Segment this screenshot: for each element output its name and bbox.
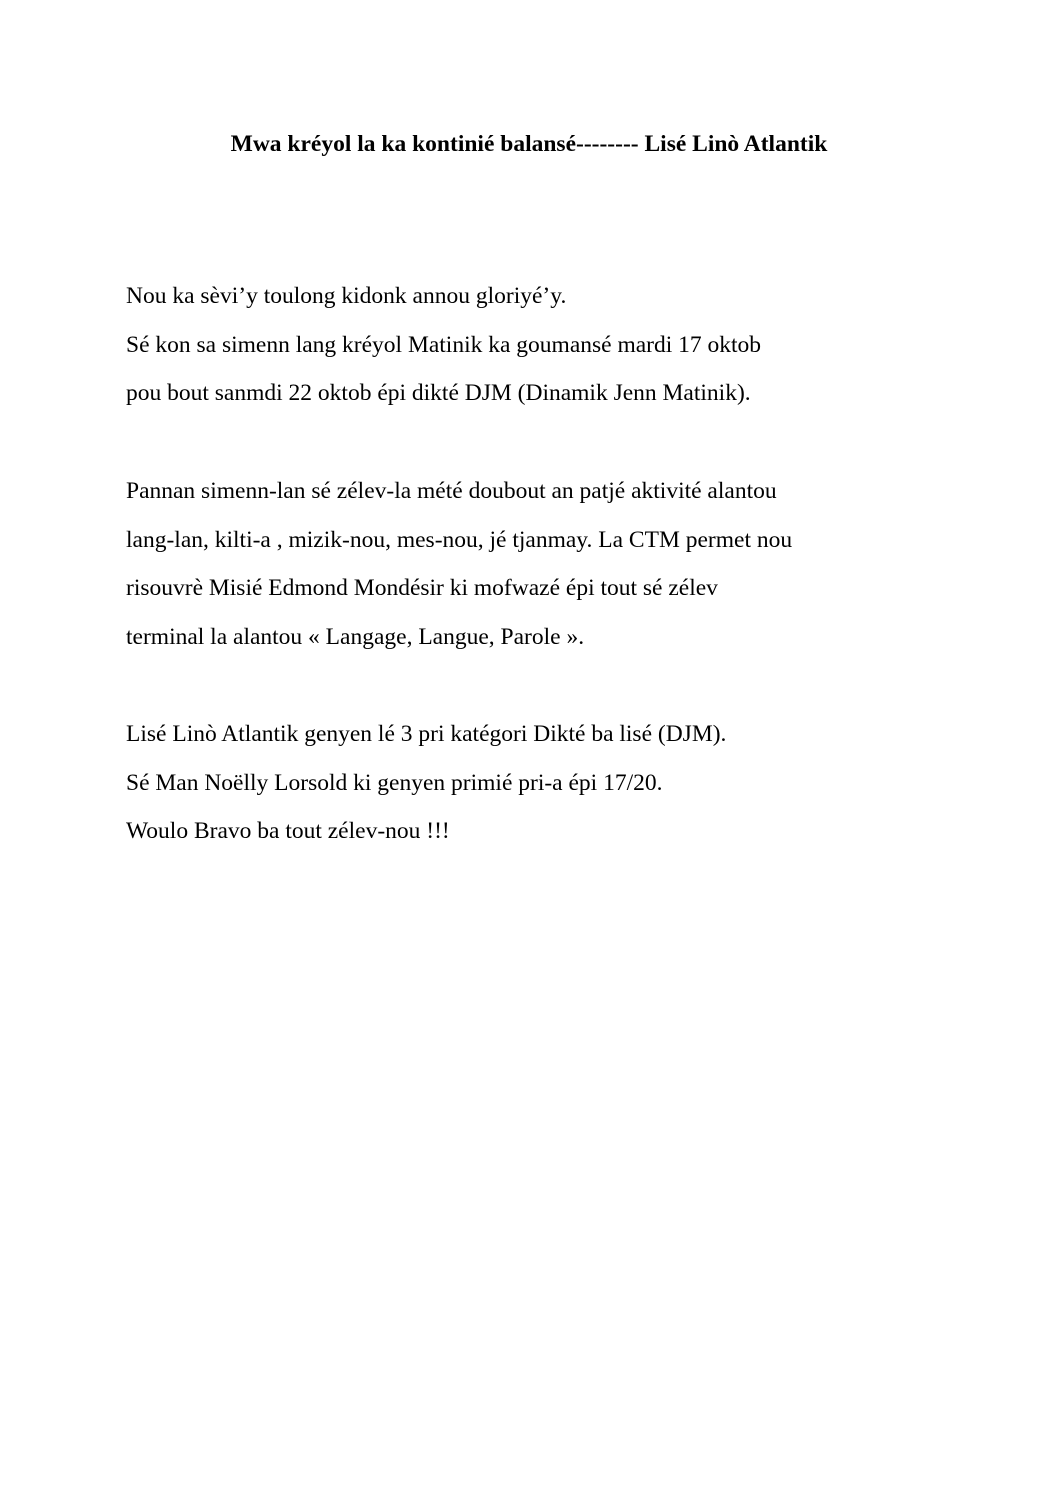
document-title: Mwa kréyol la ka kontinié balansé-------- Lisé Linò Atlantik [230, 131, 828, 157]
paragraph-3 [126, 710, 1026, 856]
paragraph-line: risouvrè Misié Edmond Mondésir ki mofwazé épi tout sé zélev [126, 575, 718, 601]
paragraph-2 [126, 467, 1026, 661]
paragraph-line: Pannan simenn-lan sé zélev-la mété doubout an patjé aktivité alantou [126, 478, 777, 504]
paragraph-line: lang-lan, kilti-a , mizik-nou, mes-nou, jé tjanmay. La CTM permet nou [126, 526, 793, 553]
paragraph-line: Sé kon sa simenn lang kréyol Matinik ka goumansé mardi 17 oktob [126, 331, 762, 358]
paragraph-line: Lisé Linò Atlantik genyen lé 3 pri katégori Dikté ba lisé (DJM). [126, 721, 727, 747]
paragraph-line: pou bout sanmdi 22 oktob épi dikté DJM (Dinamik Jenn Matinik). [126, 380, 751, 406]
paragraph-line: Woulo Bravo ba tout zélev-nou !!! [126, 818, 450, 844]
paragraph-1 [126, 272, 1026, 418]
paragraph-line: Nou ka sèvi’y toulong kidonk annou gloriyé’y. [126, 283, 567, 309]
paragraph-line: Sé Man Noëlly Lorsold ki genyen primié pri-a épi 17/20. [126, 769, 663, 796]
paragraph-line: terminal la alantou « Langage, Langue, Parole ». [126, 623, 585, 650]
